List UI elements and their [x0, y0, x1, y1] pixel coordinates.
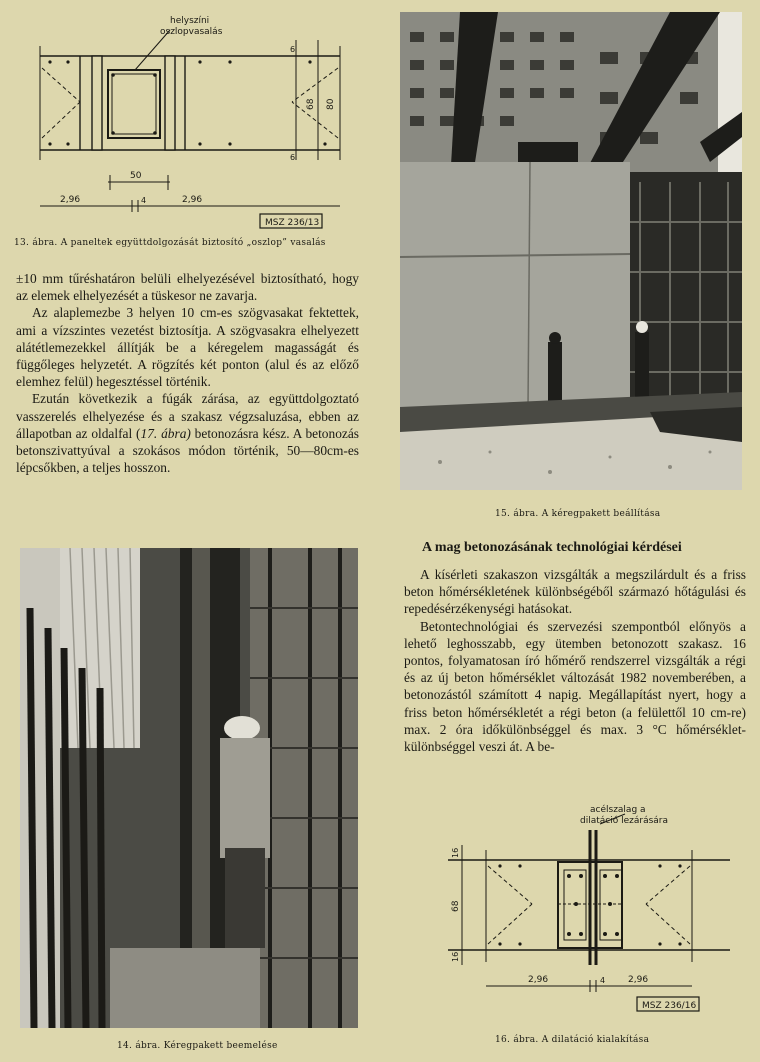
fig13-label-1: helyszíni	[170, 16, 210, 26]
figure-16-drawing	[440, 800, 740, 1025]
fig13-stamp: MSZ 236/13	[265, 218, 320, 228]
right-paragraph-1: A kísérleti szakaszon vizsgálták a megszilárdult és a friss beton hőmérsékletének különbségéből származó hőtágulási és repedésérzékenységi hatásokat.	[404, 567, 746, 617]
fig13-dim-296-left: 2,96	[60, 195, 81, 205]
section-heading: A mag betonozásának technológiai kérdései	[422, 540, 682, 555]
fig16-dim-16b: 16	[451, 951, 460, 962]
fig13-dim-80: 80	[326, 98, 336, 110]
fig16-label-2: dilatáció lezárására	[580, 816, 669, 826]
fig13-dim-6a: 6	[290, 45, 296, 54]
fig13-label-2: oszlopvasalás	[160, 27, 223, 37]
figure-13-drawing	[20, 10, 360, 240]
fig16-dim-4: 4	[600, 976, 606, 985]
fig14-caption: 14. ábra. Kéregpakett beemelése	[117, 1041, 278, 1051]
fig16-dim-16a: 16	[451, 847, 460, 858]
fig13-caption: 13. ábra. A paneltek együttdolgozását biztosító „oszlop” vasalás	[14, 238, 326, 248]
fig16-stamp: MSZ 236/16	[642, 1001, 697, 1011]
figure-14-photo	[20, 548, 358, 1028]
right-paragraph-2: Betontechnológiai és szervezési szempontból előnyös a lehető leghosszabb, egy ütemben betonozott szakasz. 16 pontos, folyamatosan író hőmérő rendszerrel vizsgálták a régi és az új beton hőmérséklet változását 1982 novemberében, a betonozástól számított 4 napig. Megállapítást nyert, hogy a friss beton hőmérsékletét a régi beton (a felülettől 10 cm-re) max. 2 óra időkülönbséggel és max. 3 °C hőmérséklet-különbséggel veszi át. A be-	[404, 618, 746, 755]
fig13-dim-4: 4	[141, 196, 147, 205]
left-paragraph-2: Az alaplemezbe 3 helyen 10 cm-es szögvasakat fektettek, ami a vízszintes vezetést biztosítja. A szögvasakra elhelyezett alátétlemezekkel állítják be a kéregelem magasságát és függőleges helyzetét. A rögzítés két ponton (alul és az előző elemhez felül) hegesztéssel történik.	[16, 305, 359, 390]
left-paragraph-1: ±10 mm tűréshatáron belüli elhelyezésével biztosítható, hogy az elemek elhelyezését a tüskesor ne zavarja.	[16, 271, 359, 304]
left-paragraph-3	[16, 390, 359, 476]
fig16-dim-296-left: 2,96	[528, 975, 549, 985]
right-text-column	[404, 566, 746, 755]
fig13-dim-6b: 6	[290, 153, 296, 162]
fig15-caption: 15. ábra. A kéregpakett beállítása	[495, 509, 661, 519]
left-paragraph-3-a: Ezután következik a fúgák zárása, az együttdolgoztató vasszerelés elhelyezése és a szakasz végzsaluzása, ebben az állapotban az oldalfal (	[16, 391, 359, 441]
fig16-dim-296-right: 2,96	[628, 975, 649, 985]
fig16-label-1: acélszalag a	[590, 805, 646, 815]
left-paragraph-3-ref: 17. ábra)	[140, 425, 191, 441]
fig13-dim-50: 50	[130, 171, 142, 181]
figure-15-photo	[400, 12, 742, 490]
fig13-dim-296-right: 2,96	[182, 195, 203, 205]
left-text-column	[16, 270, 359, 476]
fig16-caption: 16. ábra. A dilatáció kialakítása	[495, 1035, 650, 1045]
left-paragraph-3-b: betonozásra kész. A betonozás betonszivattyúval a szokásos módon történik, 50—80cm-es lépcsőkben, a teljes hosszon.	[16, 425, 359, 476]
fig16-dim-68: 68	[451, 900, 461, 912]
fig13-dim-68: 68	[306, 98, 316, 110]
